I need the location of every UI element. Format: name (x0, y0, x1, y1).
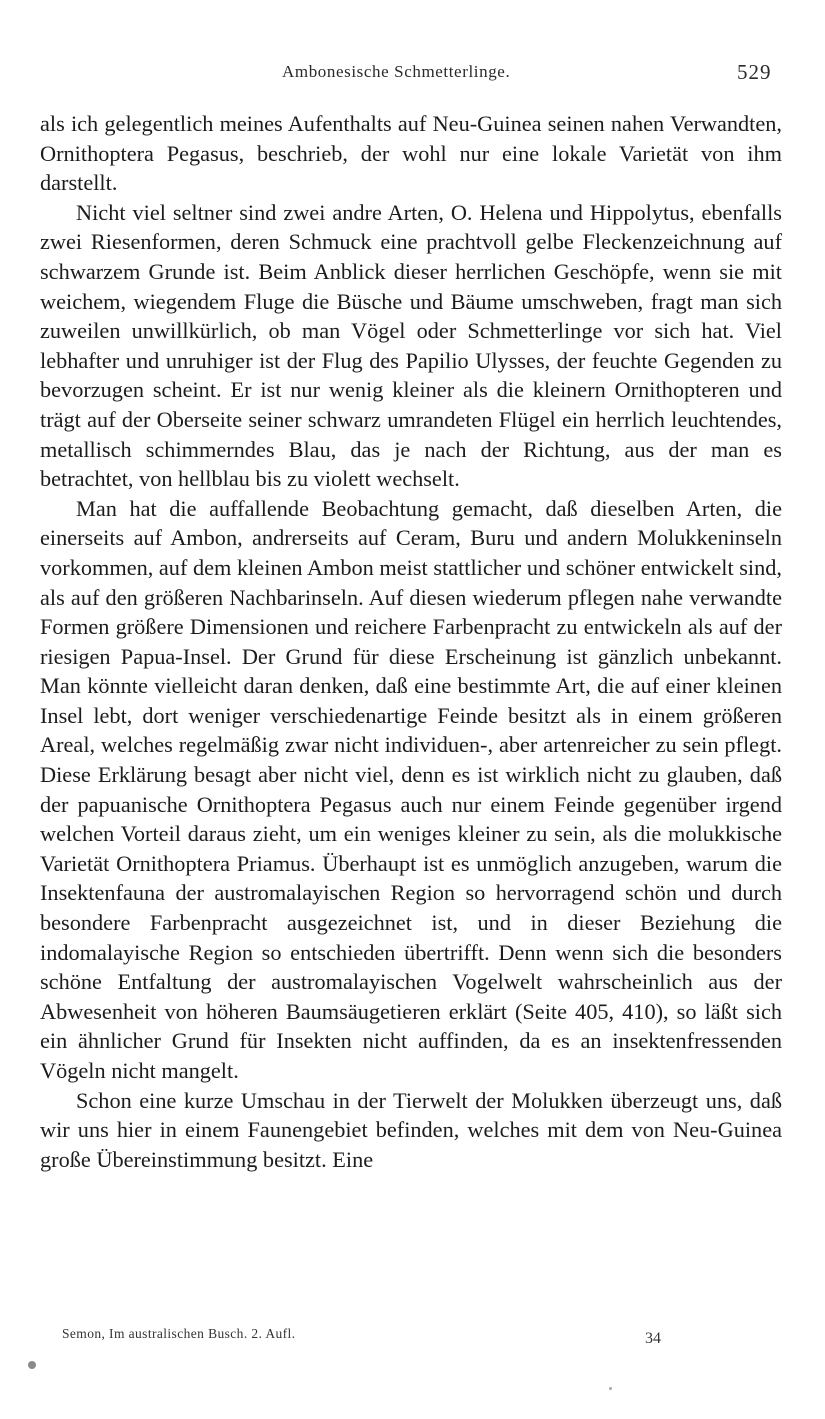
body-text (40, 109, 782, 1174)
paragraph-island-size: Man hat die auffallende Beobachtung gemacht, daß dieselben Arten, die einerseits auf Ambon, andrerseits auf Ceram, Buru und andern Molukkeninseln vorkommen, auf dem kleinen Ambon meist stattlicher und schöner entwickelt sind, als auf den größeren Nachbarinseln. Auf diesen wiederum pflegen nahe verwandte Formen größere Dimensionen und reichere Farbenpracht zu entwickeln als auf der riesigen Papua-Insel. Der Grund für diese Erscheinung ist gänzlich unbekannt. Man könnte vielleicht daran denken, daß eine bestimmte Art, die auf einer kleinen Insel lebt, dort weniger verschiedenartige Feinde besitzt als in einem größeren Areal, welches regelmäßig zwar nicht individuen-, aber artenreicher zu sein pflegt. Diese Erklärung besagt aber nicht viel, denn es ist wirklich nicht zu glauben, daß der papuanische Ornithoptera Pegasus auch nur einem Feinde gegenüber irgend welchen Vorteil daraus zieht, um ein weniges kleiner zu sein, als die molukkische Varietät Ornithoptera Priamus. Überhaupt ist es unmöglich anzugeben, warum die Insektenfauna der austromalayischen Region so hervorragend schön und durch besondere Farbenpracht ausgezeichnet ist, und in dieser Beziehung die indomalayische Region so entschieden übertrifft. Denn wenn sich die besonders schöne Entfaltung der austromalayischen Vogelwelt wahrscheinlich aus der Abwesenheit von höheren Baumsäugetieren erklärt (Seite 405, 410), so läßt sich ein ähnlicher Grund für Insekten nicht auffinden, da es an insektenfressenden Vögeln nicht mangelt. (40, 495, 782, 1083)
ink-speck-small (609, 1387, 612, 1390)
running-head (0, 62, 825, 86)
page-number: 529 (737, 60, 772, 84)
paragraph-fauna: Schon eine kurze Umschau in der Tierwelt der Molukken überzeugt uns, daß wir uns hier in einem Faunengebiet befinden, welches mit dem von Neu-Guinea große Übereinstimmung besitzt. Eine (40, 1087, 782, 1172)
footer-book-note: Semon, Im australischen Busch. 2. Aufl. (62, 1326, 296, 1341)
ink-speck (28, 1361, 36, 1369)
running-title: Ambonesische Schmetterlinge. (282, 62, 511, 81)
paragraph-butterflies: Nicht viel seltner sind zwei andre Arten, O. Helena und Hippolytus, ebenfalls zwei Riesenformen, deren Schmuck eine prachtvoll gelbe Fleckenzeichnung auf schwarzem Grunde ist. Beim Anblick dieser herrlichen Geschöpfe, wenn sie mit weichem, wiegendem Fluge die Büsche und Bäume umschweben, fragt man sich zuweilen unwillkürlich, ob man Vögel oder Schmetterlinge vor sich hat. Viel lebhafter und unruhiger ist der Flug des Papilio Ulysses, der feuchte Gegenden zu bevorzugen scheint. Er ist nur wenig kleiner als die kleinern Ornithopteren und trägt auf der Oberseite seiner schwarz umrandeten Flügel ein herrlich leuchtendes, metallisch schimmerndes Blau, das je nach der Richtung, aus der man es betrachtet, von hellblau bis zu violett wechselt. (40, 199, 782, 492)
paragraph-continuation: als ich gelegentlich meines Aufenthalts auf Neu-Guinea seinen nahen Verwandten, Ornithoptera Pegasus, beschrieb, der wohl nur eine lokale Varietät von ihm darstellt. (40, 111, 782, 196)
signature-mark: 34 (645, 1330, 661, 1347)
page-footer (0, 1326, 825, 1356)
